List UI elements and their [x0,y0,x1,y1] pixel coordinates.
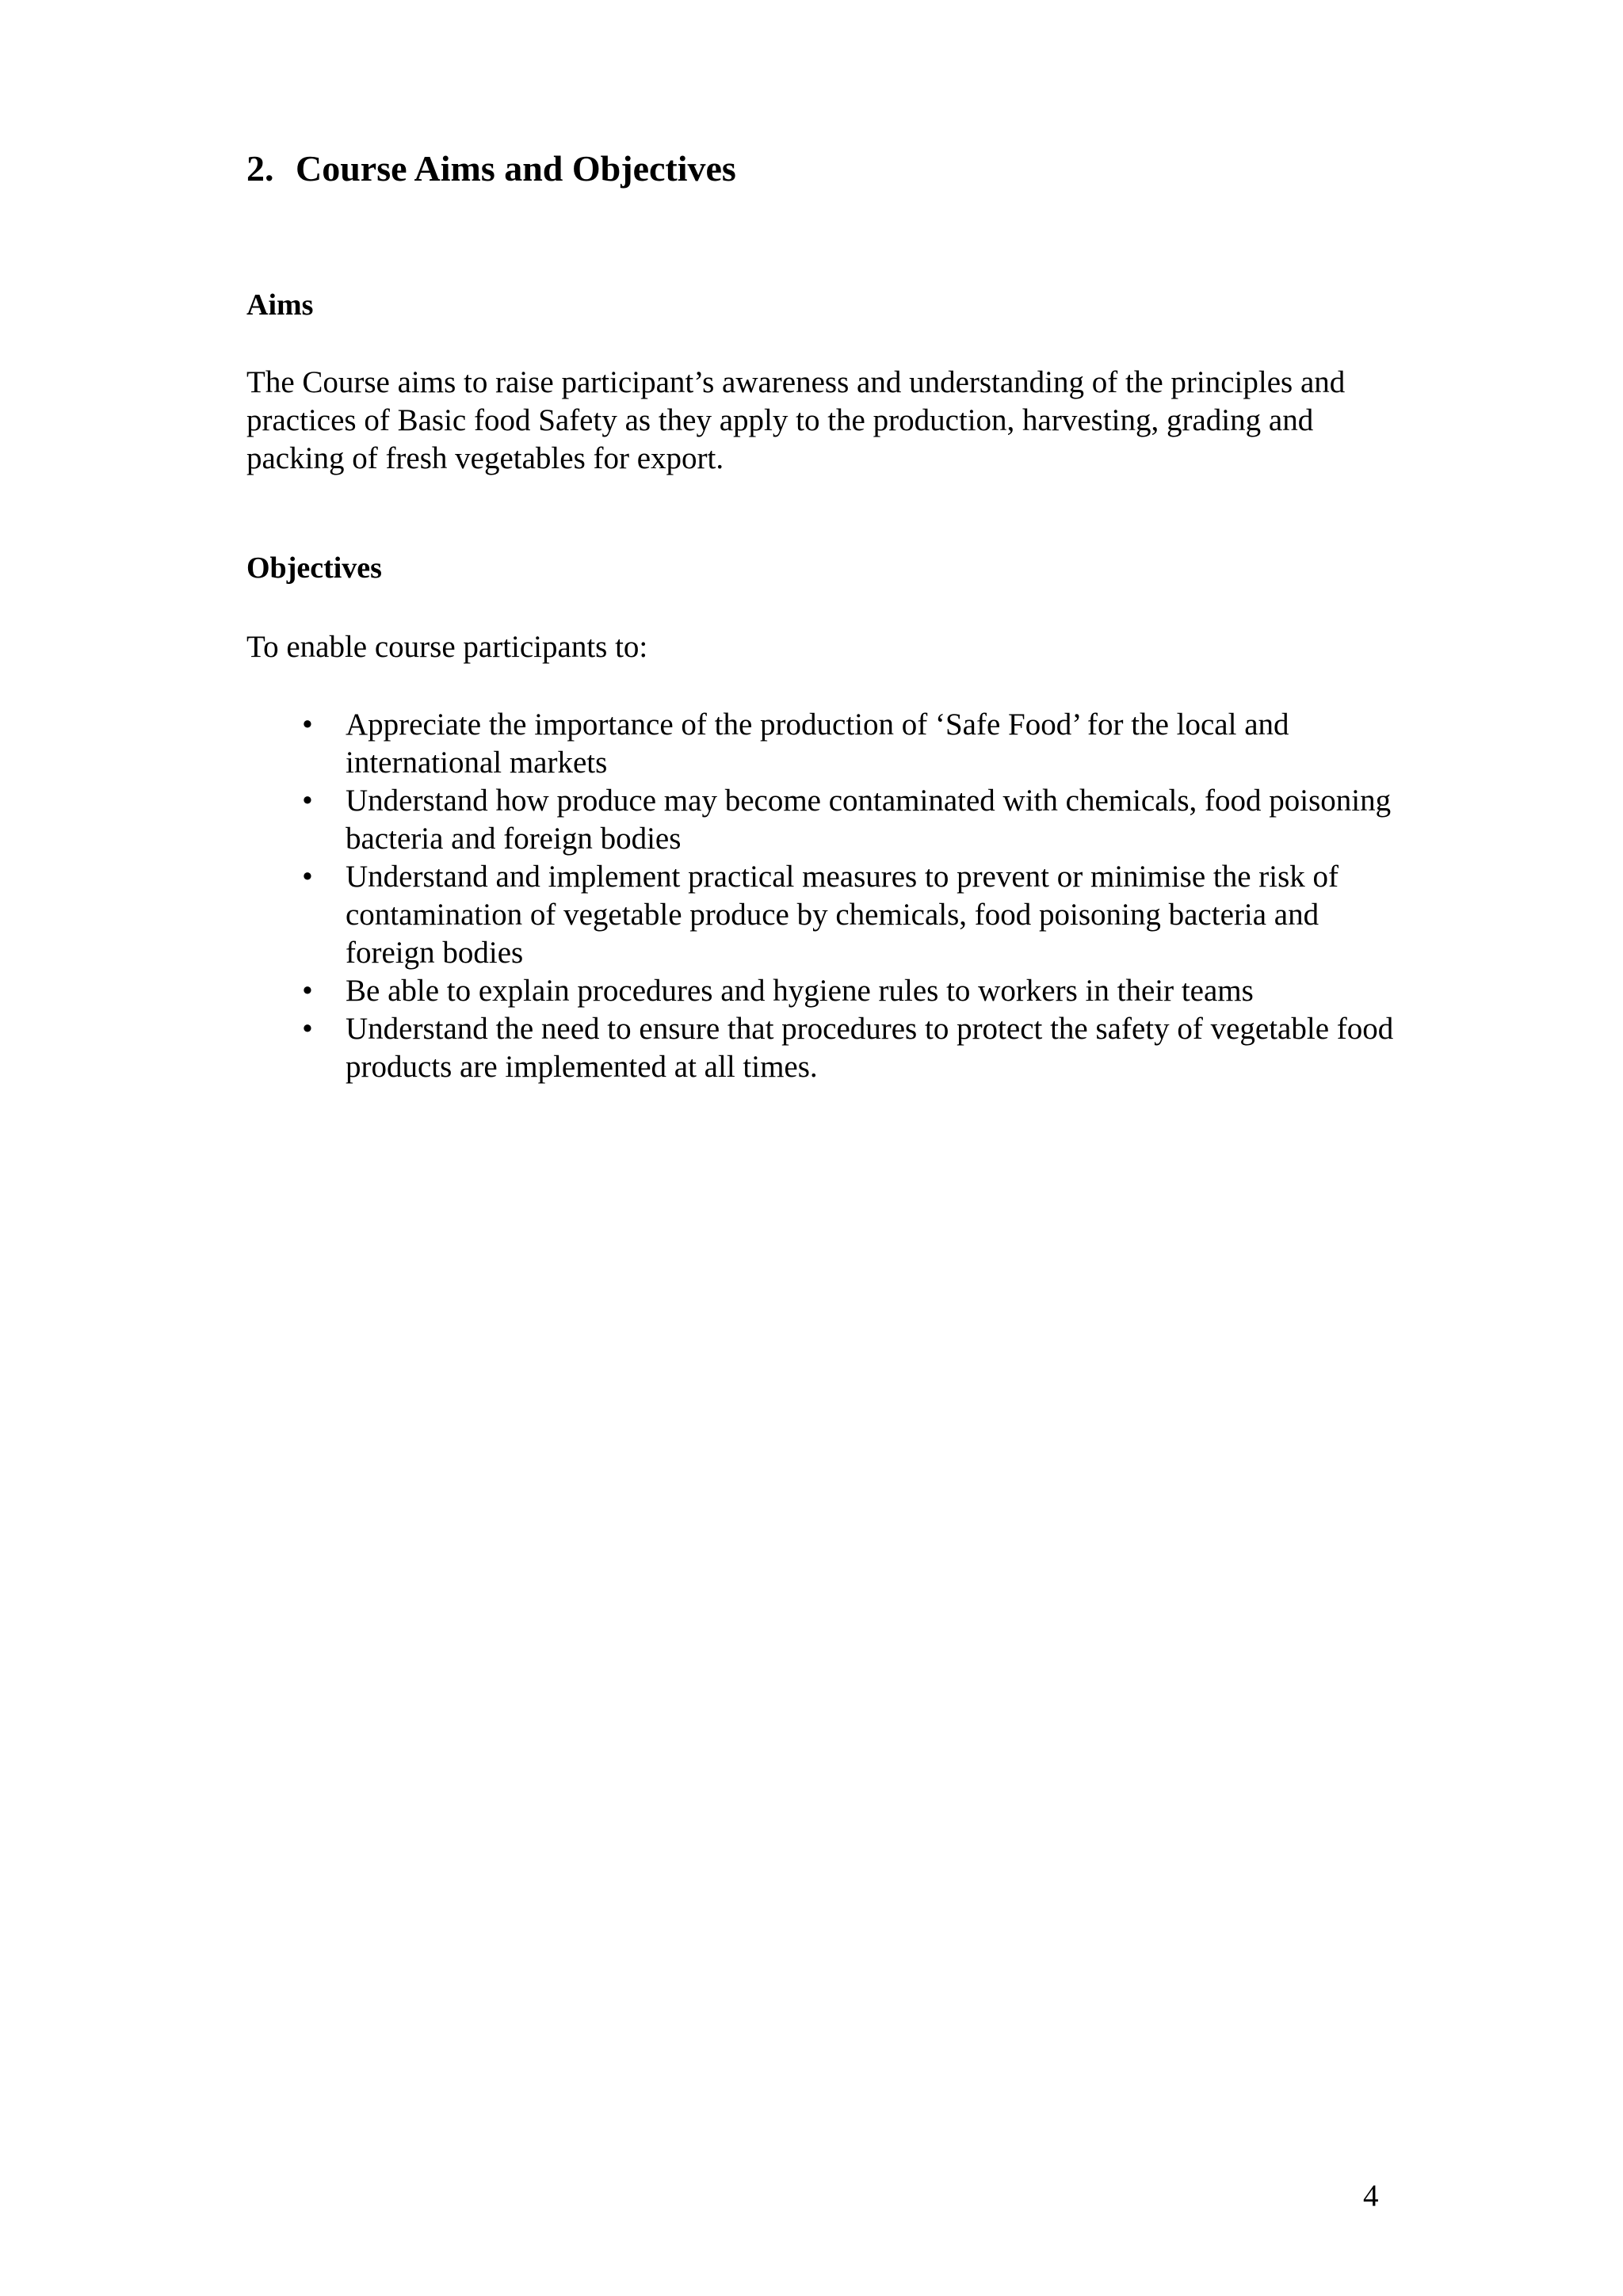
objective-item [246,972,1396,1010]
bullet-icon: • [302,784,313,818]
objective-text: Appreciate the importance of the production of ‘Safe Food’ for the local and international markets [346,707,1289,780]
section-title [246,149,736,189]
objective-text: Understand and implement practical measures to prevent or minimise the risk of contamination of vegetable produce by chemicals, food poisoning bacteria and foreign bodies [346,860,1339,970]
objectives-heading: Objectives [246,551,382,585]
section-number: 2. [246,148,274,189]
bullet-icon: • [302,974,313,1008]
objective-item [246,782,1396,858]
objective-item [246,858,1396,972]
section-title-text: Course Aims and Objectives [296,148,736,189]
objectives-intro: To enable course participants to: [246,630,648,664]
aims-paragraph: The Course aims to raise participant’s awareness and understanding of the principles and practices of Basic food Safety as they apply to the production, harvesting, grading and packing of fresh vegetables for export. [246,365,1346,475]
objective-text: Be able to explain procedures and hygiene rules to workers in their teams [346,974,1254,1008]
objective-text: Understand the need to ensure that procedures to protect the safety of vegetable food products are implemented at all times. [346,1012,1394,1084]
objectives-list [246,706,1396,1086]
objective-item [246,1010,1396,1086]
page-number: 4 [1363,2179,1379,2213]
bullet-icon: • [302,1012,313,1046]
aims-heading: Aims [246,288,314,322]
bullet-icon: • [302,707,313,742]
objective-item [246,706,1396,782]
objective-text: Understand how produce may become contaminated with chemicals, food poisoning bacteria and foreign bodies [346,784,1392,856]
bullet-icon: • [302,860,313,894]
